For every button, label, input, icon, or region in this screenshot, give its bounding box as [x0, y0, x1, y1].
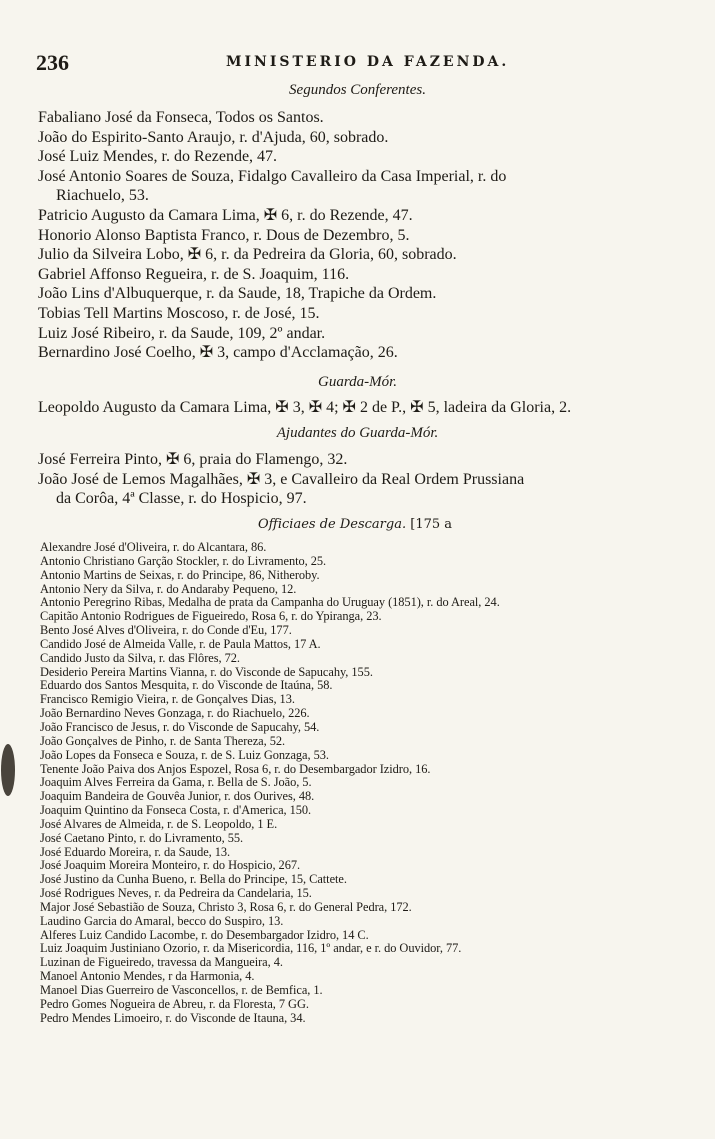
officiaes-title: Officiaes de Descarga. [258, 517, 407, 532]
list-item: Bernardino José Coelho, ✠ 3, campo d'Acclamação, 26. [38, 344, 398, 362]
list-item: Laudino Garcia do Amaral, becco do Suspiro, 13. [40, 913, 284, 928]
list-item: Alferes Luiz Candido Lacombe, r. do Desembargador Izidro, 14 C. [40, 927, 369, 942]
list-item: da Corôa, 4ª Classe, r. do Hospicio, 97. [56, 490, 307, 508]
list-item: João Gonçalves de Pinho, r. de Santa Thereza, 52. [40, 733, 286, 748]
list-item: Candido Justo da Silva, r. das Flôres, 72. [40, 650, 240, 665]
list-item: Antonio Martins de Seixas, r. do Principe, 86, Nitheroby. [40, 567, 320, 582]
list-item: Luiz Joaquim Justiniano Ozorio, r. da Misericordia, 116, 1º andar, e r. do Ouvidor, 77. [40, 941, 462, 956]
list-item: José Alvares de Almeida, r. de S. Leopoldo, 1 E. [40, 816, 278, 831]
page-header [36, 50, 676, 74]
list-item: João Bernardino Neves Gonzaga, r. do Riachuelo, 226. [40, 706, 310, 721]
list-item: Leopoldo Augusto da Camara Lima, ✠ 3, ✠ 4; ✠ 2 de P., ✠ 5, ladeira da Gloria, 2. [38, 399, 572, 416]
list-item: José Luiz Mendes, r. do Rezende, 47. [38, 148, 278, 166]
ministry-title: MINISTERIO DA FAZENDA. [226, 54, 510, 70]
list-item: Antonio Peregrino Ribas, Medalha de prata da Campanha do Uruguay (1851), r. do Areal, 24. [40, 595, 500, 610]
heading-officiaes [258, 517, 452, 532]
list-item: Fabaliano José da Fonseca, Todos os Santos. [38, 109, 324, 126]
list-item: Desiderio Pereira Martins Vianna, r. do Visconde de Sapucahy, 155. [40, 664, 373, 679]
list-item: João Lins d'Albuquerque, r. da Saude, 18, Trapiche da Ordem. [38, 285, 437, 303]
heading-ajudantes: Ajudantes do Guarda-Mór. [276, 425, 439, 441]
list-item: João Francisco de Jesus, r. do Visconde de Sapucahy, 54. [40, 719, 320, 734]
list-item: Joaquim Alves Ferreira da Gama, r. Bella de S. João, 5. [40, 775, 312, 790]
list-item: Alexandre José d'Oliveira, r. do Alcantara, 86. [40, 540, 267, 554]
ajudantes-list [38, 450, 693, 509]
list-item: José Joaquim Moreira Monteiro, r. do Hospicio, 267. [40, 858, 301, 873]
guarda-mor-list [38, 398, 693, 418]
heading-guarda-mor: Guarda-Mór. [317, 374, 398, 390]
list-item: José Eduardo Moreira, r. da Saude, 13. [40, 844, 231, 859]
list-item: Honorio Alonso Baptista Franco, r. Dous de Dezembro, 5. [38, 226, 410, 244]
list-item: José Ferreira Pinto, ✠ 6, praia do Flamengo, 32. [38, 451, 348, 468]
list-item: José Justino da Cunha Bueno, r. Bella do Principe, 15, Cattete. [40, 872, 347, 887]
list-item: Joaquim Quintino da Fonseca Costa, r. d'America, 150. [40, 803, 312, 818]
list-item: José Antonio Soares de Souza, Fidalgo Cavalleiro da Casa Imperial, r. do [38, 167, 507, 185]
page-number: 236 [36, 50, 69, 75]
list-item: Major José Sebastião de Souza, Christo 3, Rosa 6, r. do General Pedra, 172. [40, 899, 412, 914]
list-item: Pedro Gomes Nogueira de Abreu, r. da Floresta, 7 GG. [40, 996, 309, 1011]
list-item: Antonio Nery da Silva, r. do Andaraby Pequeno, 12. [40, 581, 297, 596]
list-item: Manoel Antonio Mendes, r da Harmonia, 4. [40, 969, 255, 984]
list-item: Candido José de Almeida Valle, r. de Paula Mattos, 17 A. [40, 636, 321, 651]
list-item: Manoel Dias Guerreiro de Vasconcellos, r. de Bemfica, 1. [40, 983, 323, 997]
list-item: Antonio Christiano Garção Stockler, r. do Livramento, 25. [40, 553, 327, 568]
officiaes-salary: [175 a [410, 517, 453, 532]
list-item: Luiz José Ribeiro, r. da Saude, 109, 2º andar. [38, 324, 326, 342]
list-item: Bento José Alves d'Oliveira, r. do Conde d'Eu, 177. [40, 623, 292, 638]
list-item: João José de Lemos Magalhães, ✠ 3, e Cavalleiro da Real Ordem Prussiana [38, 470, 525, 488]
heading-segundos-conferentes: Segundos Conferentes. [289, 82, 426, 98]
list-item: Patricio Augusto da Camara Lima, ✠ 6, r. do Rezende, 47. [38, 206, 413, 224]
list-item: Riachuelo, 53. [56, 187, 149, 205]
list-item: Gabriel Affonso Regueira, r. de S. Joaquim, 116. [38, 265, 350, 283]
list-item: Eduardo dos Santos Mesquita, r. do Visconde de Itaúna, 58. [40, 678, 333, 693]
list-item: Joaquim Bandeira de Gouvêa Junior, r. dos Ourives, 48. [40, 789, 315, 804]
list-item: Tobias Tell Martins Moscoso, r. de José, 15. [38, 304, 320, 322]
list-item: José Caetano Pinto, r. do Livramento, 55. [40, 830, 244, 845]
list-item: João do Espirito-Santo Araujo, r. d'Ajuda, 60, sobrado. [38, 128, 389, 146]
list-item: Pedro Mendes Limoeiro, r. do Visconde de Itauna, 34. [40, 1010, 306, 1025]
list-item: João Lopes da Fonseca e Souza, r. de S. Luiz Gonzaga, 53. [40, 747, 329, 762]
officiaes-list [40, 541, 695, 1026]
list-item: Julio da Silveira Lobo, ✠ 6, r. da Pedreira da Gloria, 60, sobrado. [38, 246, 457, 264]
list-item: José Rodrigues Neves, r. da Pedreira da Candelaria, 15. [40, 886, 312, 901]
list-item: Luzinan de Figueiredo, travessa da Mangueira, 4. [40, 955, 283, 970]
segundos-conferentes-list [38, 108, 693, 363]
list-item: Capitão Antonio Rodrigues de Figueiredo, Rosa 6, r. do Ypiranga, 23. [40, 609, 382, 624]
seal-stamp-icon [0, 740, 16, 800]
list-item: Francisco Remigio Vieira, r. de Gonçalves Dias, 13. [40, 692, 295, 707]
list-item: Tenente João Paiva dos Anjos Espozel, Rosa 6, r. do Desembargador Izidro, 16. [40, 761, 431, 776]
